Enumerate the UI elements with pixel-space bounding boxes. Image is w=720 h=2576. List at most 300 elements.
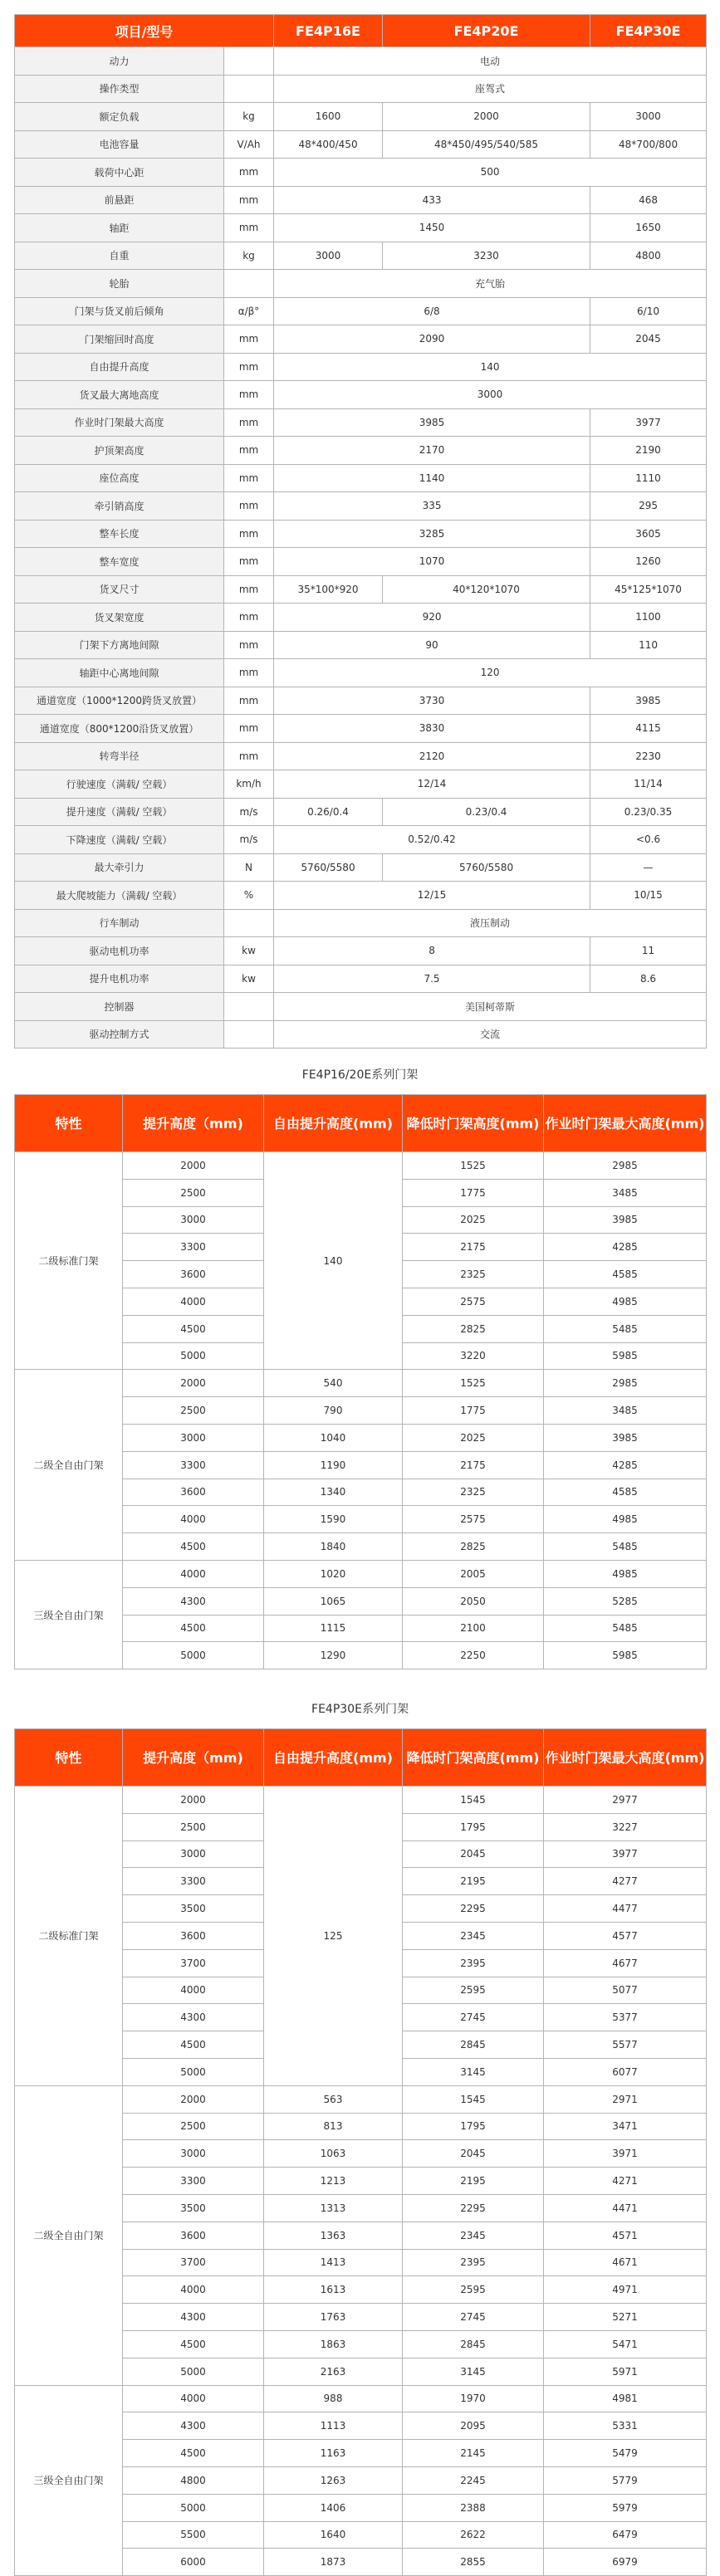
lowered-height: 2388 <box>403 2494 544 2521</box>
lift-height: 5000 <box>123 2058 264 2085</box>
spec-value: 3000 <box>274 381 707 409</box>
lowered-height: 1775 <box>403 1179 544 1206</box>
spec-row <box>15 659 707 687</box>
mast-header-cell: 自由提升高度(mm) <box>264 1095 403 1152</box>
max-working-height: 5271 <box>544 2304 707 2331</box>
lowered-height: 2095 <box>403 2412 544 2440</box>
spec-label: 提升电机功率 <box>15 965 224 993</box>
spec-value: 座驾式 <box>274 75 707 103</box>
spec-label: 货叉架宽度 <box>15 604 224 632</box>
lowered-height: 1795 <box>403 1813 544 1840</box>
spec-unit: mm <box>224 575 274 604</box>
max-working-height: 5979 <box>544 2494 707 2521</box>
spec-label: 行驶速度（满载/ 空载） <box>15 770 224 799</box>
lift-height: 2500 <box>123 1813 264 1840</box>
lowered-height: 2005 <box>403 1560 544 1587</box>
spec-row <box>15 408 707 437</box>
max-working-height: 4671 <box>544 2249 707 2276</box>
lowered-height: 2845 <box>403 2330 544 2358</box>
spec-row <box>15 909 707 937</box>
lowered-height: 2575 <box>403 1506 544 1533</box>
lowered-height: 2045 <box>403 1840 544 1868</box>
spec-row <box>15 575 707 604</box>
spec-unit: mm <box>224 742 274 770</box>
spec-value: 3985 <box>590 687 707 715</box>
max-working-height: 4277 <box>544 1868 707 1895</box>
mast-row <box>15 1787 707 1814</box>
spec-label: 转弯半径 <box>15 742 224 770</box>
spec-value: 2090 <box>274 325 590 354</box>
spec-label: 行车制动 <box>15 909 224 937</box>
spec-value: 90 <box>274 631 590 659</box>
free-lift-height: 140 <box>264 1152 403 1370</box>
free-lift-height: 813 <box>264 2113 403 2140</box>
lift-height: 3600 <box>123 1922 264 1949</box>
lowered-height: 2195 <box>403 1868 544 1895</box>
mast-header-cell: 降低时门架高度(mm) <box>403 1095 544 1152</box>
lift-height: 4500 <box>123 2330 264 2358</box>
lift-height: 2500 <box>123 1397 264 1425</box>
spec-row <box>15 798 707 826</box>
spec-label: 货叉尺寸 <box>15 575 224 604</box>
spec-header-model: FE4P30E <box>590 15 707 47</box>
spec-row <box>15 325 707 354</box>
free-lift-height: 1190 <box>264 1451 403 1479</box>
spec-unit: mm <box>224 159 274 187</box>
spec-label: 操作类型 <box>15 75 224 103</box>
lowered-height: 3145 <box>403 2058 544 2085</box>
max-working-height: 6077 <box>544 2058 707 2085</box>
spec-unit: mm <box>224 604 274 632</box>
spec-value: 10/15 <box>590 882 707 910</box>
free-lift-height: 1115 <box>264 1615 403 1642</box>
max-working-height: 4285 <box>544 1451 707 1479</box>
lift-height: 3000 <box>123 1206 264 1234</box>
spec-value: 48*450/495/540/585 <box>383 130 590 159</box>
lift-height: 5000 <box>123 1642 264 1669</box>
spec-label: 提升速度（满载/ 空载） <box>15 798 224 826</box>
free-lift-height: 1590 <box>264 1506 403 1533</box>
spec-value: 3985 <box>274 408 590 437</box>
lowered-height: 2595 <box>403 1977 544 2004</box>
lowered-height: 2622 <box>403 2521 544 2549</box>
spec-value: 12/15 <box>274 882 590 910</box>
lift-height: 5500 <box>123 2521 264 2549</box>
lift-height: 4500 <box>123 1615 264 1642</box>
spec-header-model: FE4P20E <box>383 15 590 47</box>
max-working-height: 5077 <box>544 1977 707 2004</box>
lift-height: 4000 <box>123 1560 264 1587</box>
spec-label: 驱动控制方式 <box>15 1020 224 1048</box>
max-working-height: 5285 <box>544 1587 707 1615</box>
spec-label: 轴距中心离地间隙 <box>15 659 224 687</box>
free-lift-height: 1213 <box>264 2168 403 2195</box>
mast-header-cell: 降低时门架高度(mm) <box>403 1729 544 1787</box>
lowered-height: 2575 <box>403 1288 544 1315</box>
spec-row <box>15 882 707 910</box>
lift-height: 5000 <box>123 2494 264 2521</box>
spec-unit <box>224 270 274 298</box>
spec-value: 液压制动 <box>274 909 707 937</box>
spec-label: 前悬距 <box>15 186 224 214</box>
lowered-height: 1970 <box>403 2385 544 2412</box>
spec-unit <box>224 1020 274 1048</box>
spec-row <box>15 75 707 103</box>
lift-height: 2000 <box>123 1152 264 1180</box>
spec-value: 48*400/450 <box>274 130 383 159</box>
lowered-height: 2245 <box>403 2466 544 2494</box>
spec-value: 1260 <box>590 548 707 576</box>
spec-row <box>15 381 707 409</box>
spec-unit: kw <box>224 965 274 993</box>
max-working-height: 4585 <box>544 1261 707 1288</box>
mast-row <box>15 1370 707 1397</box>
free-lift-height: 1040 <box>264 1424 403 1451</box>
spec-value: 1650 <box>590 214 707 242</box>
lowered-height: 2325 <box>403 1479 544 1506</box>
mast-row <box>15 1152 707 1180</box>
lift-height: 3600 <box>123 2222 264 2249</box>
lift-height: 4300 <box>123 2412 264 2440</box>
max-working-height: 6479 <box>544 2521 707 2549</box>
spec-label: 自重 <box>15 242 224 270</box>
spec-value: 0.23/0.35 <box>590 798 707 826</box>
spec-label: 座位高度 <box>15 464 224 492</box>
spec-label: 门架下方离地间隙 <box>15 631 224 659</box>
mast-header-row <box>15 1095 707 1152</box>
max-working-height: 4271 <box>544 2168 707 2195</box>
spec-value: 3285 <box>274 520 590 548</box>
spec-unit: kg <box>224 103 274 131</box>
spec-row <box>15 464 707 492</box>
max-working-height: 3227 <box>544 1813 707 1840</box>
spec-unit: mm <box>224 715 274 743</box>
spec-label: 下降速度（满载/ 空载） <box>15 826 224 854</box>
lowered-height: 1525 <box>403 1370 544 1397</box>
spec-row <box>15 687 707 715</box>
free-lift-height: 1263 <box>264 2466 403 2494</box>
free-lift-height: 563 <box>264 2085 403 2113</box>
max-working-height: 4677 <box>544 1949 707 1977</box>
spec-label: 最大牵引力 <box>15 853 224 882</box>
lift-height: 3600 <box>123 1261 264 1288</box>
lift-height: 3500 <box>123 1895 264 1923</box>
spec-value: 8.6 <box>590 965 707 993</box>
spec-value: 4800 <box>590 242 707 270</box>
spec-unit: m/s <box>224 826 274 854</box>
lowered-height: 2295 <box>403 1895 544 1923</box>
lowered-height: 2395 <box>403 1949 544 1977</box>
lift-height: 4000 <box>123 1977 264 2004</box>
spec-row <box>15 770 707 799</box>
free-lift-height: 1065 <box>264 1587 403 1615</box>
spec-value: 6/8 <box>274 297 590 325</box>
spec-unit <box>224 993 274 1021</box>
max-working-height: 5577 <box>544 2031 707 2059</box>
spec-row <box>15 242 707 270</box>
lowered-height: 1775 <box>403 1397 544 1425</box>
spec-value: 4115 <box>590 715 707 743</box>
free-lift-height: 1163 <box>264 2440 403 2467</box>
spec-row <box>15 47 707 76</box>
lowered-height: 2050 <box>403 1587 544 1615</box>
max-working-height: 3485 <box>544 1397 707 1425</box>
free-lift-height: 1640 <box>264 2521 403 2549</box>
spec-value: 433 <box>274 186 590 214</box>
free-lift-height: 1340 <box>264 1479 403 1506</box>
lift-height: 4300 <box>123 1587 264 1615</box>
max-working-height: 5971 <box>544 2358 707 2385</box>
mast-feature: 二级全自由门架 <box>15 1370 123 1561</box>
spec-value: 5760/5580 <box>383 853 590 882</box>
lowered-height: 2195 <box>403 2168 544 2195</box>
spec-unit: N <box>224 853 274 882</box>
max-working-height: 2985 <box>544 1152 707 1180</box>
spec-row <box>15 548 707 576</box>
spec-row <box>15 715 707 743</box>
spec-label: 轮胎 <box>15 270 224 298</box>
mast-table-caption: FE4P16/20E系列门架 <box>301 1068 419 1082</box>
spec-label: 额定负载 <box>15 103 224 131</box>
spec-value: 2190 <box>590 437 707 465</box>
max-working-height: 4571 <box>544 2222 707 2249</box>
spec-label: 电池容量 <box>15 130 224 159</box>
max-working-height: 5485 <box>544 1533 707 1561</box>
spec-row <box>15 604 707 632</box>
spec-value: 3000 <box>274 242 383 270</box>
spec-value: 7.5 <box>274 965 590 993</box>
max-working-height: 4285 <box>544 1234 707 1261</box>
spec-unit: mm <box>224 659 274 687</box>
spec-unit <box>224 47 274 76</box>
max-working-height: 3985 <box>544 1424 707 1451</box>
spec-value: 1100 <box>590 604 707 632</box>
spec-value: 120 <box>274 659 707 687</box>
spec-unit: mm <box>224 520 274 548</box>
spec-value: 2000 <box>383 103 590 131</box>
lowered-height: 2345 <box>403 2222 544 2249</box>
lowered-height: 1795 <box>403 2113 544 2140</box>
spec-value: — <box>590 853 707 882</box>
spec-row <box>15 186 707 214</box>
spec-value: 3605 <box>590 520 707 548</box>
lowered-height: 2025 <box>403 1424 544 1451</box>
spec-value: 3830 <box>274 715 590 743</box>
mast-row <box>15 2085 707 2113</box>
lift-height: 3600 <box>123 1479 264 1506</box>
spec-value: 美国柯蒂斯 <box>274 993 707 1021</box>
free-lift-height: 2163 <box>264 2358 403 2385</box>
lowered-height: 2100 <box>403 1615 544 1642</box>
spec-unit: mm <box>224 437 274 465</box>
lift-height: 2000 <box>123 1787 264 1814</box>
max-working-height: 3971 <box>544 2140 707 2168</box>
lowered-height: 2295 <box>403 2194 544 2222</box>
spec-value: 充气胎 <box>274 270 707 298</box>
spec-value: 468 <box>590 186 707 214</box>
spec-unit <box>224 909 274 937</box>
spec-row <box>15 159 707 187</box>
spec-value: 6/10 <box>590 297 707 325</box>
spec-row <box>15 437 707 465</box>
lift-height: 2500 <box>123 1179 264 1206</box>
spec-value: 5760/5580 <box>274 853 383 882</box>
lowered-height: 2250 <box>403 1642 544 1669</box>
spec-row <box>15 965 707 993</box>
spec-value: 8 <box>274 937 590 965</box>
lift-height: 3000 <box>123 1840 264 1868</box>
mast-row <box>15 1560 707 1587</box>
spec-unit: km/h <box>224 770 274 799</box>
max-working-height: 4577 <box>544 1922 707 1949</box>
free-lift-height: 540 <box>264 1370 403 1397</box>
spec-value: 11 <box>590 937 707 965</box>
max-working-height: 5485 <box>544 1315 707 1342</box>
lift-height: 3300 <box>123 2168 264 2195</box>
spec-unit: mm <box>224 325 274 354</box>
free-lift-height: 1313 <box>264 2194 403 2222</box>
spec-value: 交流 <box>274 1020 707 1048</box>
spec-unit <box>224 75 274 103</box>
spec-row <box>15 993 707 1021</box>
free-lift-height: 1290 <box>264 1642 403 1669</box>
spec-label: 整车宽度 <box>15 548 224 576</box>
mast-table-caption: FE4P30E系列门架 <box>311 1703 409 1716</box>
lift-height: 4500 <box>123 2440 264 2467</box>
lift-height: 5000 <box>123 1342 264 1370</box>
spec-value: 1070 <box>274 548 590 576</box>
lowered-height: 2145 <box>403 2440 544 2467</box>
spec-value: 0.52/0.42 <box>274 826 590 854</box>
lowered-height: 2595 <box>403 2276 544 2304</box>
spec-value: 2045 <box>590 325 707 354</box>
lift-height: 3300 <box>123 1234 264 1261</box>
free-lift-height: 1413 <box>264 2249 403 2276</box>
lift-height: 4000 <box>123 2385 264 2412</box>
lift-height: 4500 <box>123 1315 264 1342</box>
spec-unit: mm <box>224 464 274 492</box>
max-working-height: 3985 <box>544 1206 707 1234</box>
free-lift-height: 1873 <box>264 2549 403 2576</box>
free-lift-height: 1613 <box>264 2276 403 2304</box>
spec-label: 控制器 <box>15 993 224 1021</box>
lowered-height: 2395 <box>403 2249 544 2276</box>
spec-label: 通道宽度（800*1200沿货叉放置） <box>15 715 224 743</box>
mast-feature: 二级标准门架 <box>15 1152 123 1370</box>
spec-unit: mm <box>224 548 274 576</box>
lift-height: 4000 <box>123 2276 264 2304</box>
mast-header-cell: 作业时门架最大高度(mm) <box>544 1729 707 1787</box>
max-working-height: 4971 <box>544 2276 707 2304</box>
spec-unit: α/β° <box>224 297 274 325</box>
spec-label: 轴距 <box>15 214 224 242</box>
spec-label: 驱动电机功率 <box>15 937 224 965</box>
spec-header-row <box>15 15 707 47</box>
spec-value: 295 <box>590 492 707 521</box>
spec-row <box>15 130 707 159</box>
spec-unit: mm <box>224 408 274 437</box>
lift-height: 3300 <box>123 1451 264 1479</box>
spec-value: 48*700/800 <box>590 130 707 159</box>
free-lift-height: 1113 <box>264 2412 403 2440</box>
spec-value: 1140 <box>274 464 590 492</box>
lift-height: 3500 <box>123 2194 264 2222</box>
spec-value: 335 <box>274 492 590 521</box>
mast-header-cell: 提升高度（mm) <box>123 1095 264 1152</box>
free-lift-height: 1763 <box>264 2304 403 2331</box>
spec-header-item: 项目/型号 <box>15 15 274 47</box>
max-working-height: 5331 <box>544 2412 707 2440</box>
spec-unit: mm <box>224 381 274 409</box>
free-lift-height: 1063 <box>264 2140 403 2168</box>
spec-value: 12/14 <box>274 770 590 799</box>
spec-value: 2170 <box>274 437 590 465</box>
mast-header-cell: 自由提升高度(mm) <box>264 1729 403 1787</box>
spec-header-model: FE4P16E <box>274 15 383 47</box>
mast-header-row <box>15 1729 707 1787</box>
spec-value: 1600 <box>274 103 383 131</box>
lift-height: 2500 <box>123 2113 264 2140</box>
lowered-height: 2045 <box>403 2140 544 2168</box>
spec-label: 门架缩回时高度 <box>15 325 224 354</box>
max-working-height: 4985 <box>544 1560 707 1587</box>
mast-feature: 二级全自由门架 <box>15 2085 123 2385</box>
max-working-height: 4981 <box>544 2385 707 2412</box>
spec-value: 电动 <box>274 47 707 76</box>
spec-value: 0.26/0.4 <box>274 798 383 826</box>
lowered-height: 2345 <box>403 1922 544 1949</box>
spec-value: 2230 <box>590 742 707 770</box>
spec-unit: mm <box>224 687 274 715</box>
max-working-height: 4985 <box>544 1506 707 1533</box>
lowered-height: 2745 <box>403 2304 544 2331</box>
spec-label: 整车长度 <box>15 520 224 548</box>
mast-feature: 三级全自由门架 <box>15 2385 123 2576</box>
max-working-height: 5479 <box>544 2440 707 2467</box>
spec-value: 35*100*920 <box>274 575 383 604</box>
spec-value: 40*120*1070 <box>383 575 590 604</box>
lift-height: 5000 <box>123 2358 264 2385</box>
lowered-height: 1545 <box>403 1787 544 1814</box>
lowered-height: 2845 <box>403 2031 544 2059</box>
spec-value: 1450 <box>274 214 590 242</box>
mast-feature: 三级全自由门架 <box>15 1560 123 1669</box>
spec-value: 3977 <box>590 408 707 437</box>
spec-row <box>15 103 707 131</box>
spec-row <box>15 742 707 770</box>
max-working-height: 5779 <box>544 2466 707 2494</box>
spec-value: <0.6 <box>590 826 707 854</box>
spec-unit: % <box>224 882 274 910</box>
spec-unit: mm <box>224 186 274 214</box>
mast-table <box>14 1094 707 1669</box>
mast-table <box>14 1728 707 2576</box>
spec-label: 护顶架高度 <box>15 437 224 465</box>
lowered-height: 2175 <box>403 1451 544 1479</box>
spec-unit: kg <box>224 242 274 270</box>
spec-label: 载荷中心距 <box>15 159 224 187</box>
spec-unit: mm <box>224 214 274 242</box>
spec-value: 11/14 <box>590 770 707 799</box>
spec-row <box>15 631 707 659</box>
spec-label: 通道宽度（1000*1200跨货叉放置） <box>15 687 224 715</box>
spec-unit: mm <box>224 492 274 521</box>
max-working-height: 4985 <box>544 1288 707 1315</box>
spec-unit: mm <box>224 631 274 659</box>
lift-height: 3700 <box>123 1949 264 1977</box>
spec-value: 140 <box>274 353 707 381</box>
max-working-height: 3977 <box>544 1840 707 1868</box>
